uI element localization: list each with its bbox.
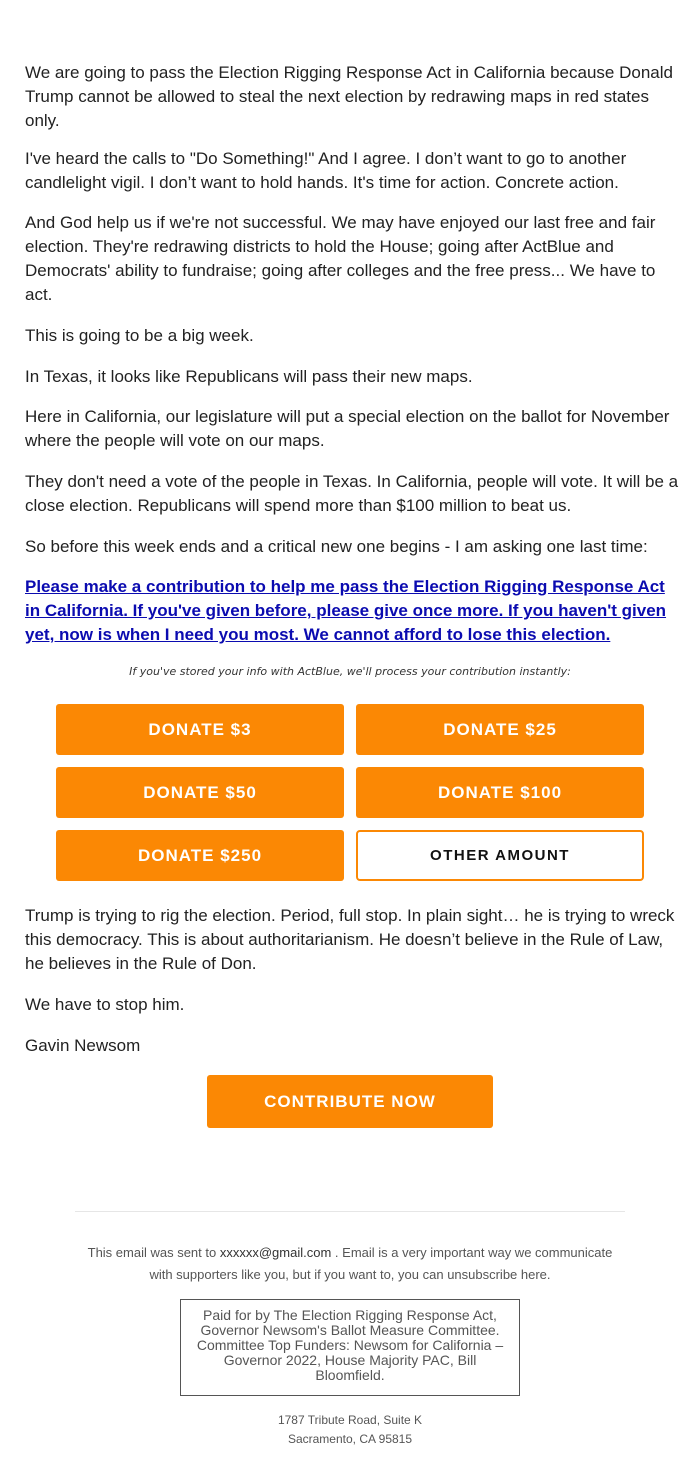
contribution-link[interactable]: Please make a contribution to help me pass the Election Rigging Response Act in California. If you've given before, please give once more. If you haven't given yet, now is when I need you most. We cannot afford to lose this election. <box>25 577 667 644</box>
footer-notice <box>75 1242 625 1286</box>
body-paragraph: We are going to pass the Election Rigging Response Act in California because Donald Trump cannot be allowed to steal the next election by redrawing maps in red states only. <box>25 63 673 130</box>
address-line-2: Sacramento, CA 95815 <box>287 1432 413 1446</box>
paid-for-disclaimer: Paid for by The Election Rigging Response Act, Governor Newsom's Ballot Measure Committee. Committee Top Funders: Newsom for California – Governor 2022, House Majority PAC, Bill Bloomfield. <box>180 1299 520 1396</box>
body-paragraph: So before this week ends and a critical new one begins - I am asking one last time: <box>25 537 648 556</box>
footer-sent-suffix: . Email is a very important way we communicate with supporters like you, but if you want to, you can <box>149 1245 613 1282</box>
actblue-note: If you've stored your info with ActBlue, we'll process your contribution instantly: <box>129 665 571 678</box>
address-line-1: 1787 Tribute Road, Suite K <box>277 1413 423 1427</box>
donate-100-button[interactable]: DONATE $100 <box>356 767 644 818</box>
footer-divider <box>75 1211 625 1212</box>
mailing-address <box>0 1411 700 1449</box>
body-paragraph: This is going to be a big week. <box>25 326 254 345</box>
body-paragraph: I've heard the calls to "Do Something!" And I agree. I don’t want to go to another candlelight vigil. I don’t want to hold hands. It's time for action. Concrete action. <box>25 149 627 192</box>
other-amount-button[interactable]: OTHER AMOUNT <box>356 830 644 881</box>
recipient-email: xxxxxx@gmail.com <box>219 1245 332 1260</box>
donate-50-button[interactable]: DONATE $50 <box>56 767 344 818</box>
body-paragraph: They don't need a vote of the people in Texas. In California, people will vote. It will be a close election. Republicans will spend more than $100 million to beat us. <box>25 472 679 515</box>
donate-25-button[interactable]: DONATE $25 <box>356 704 644 755</box>
body-paragraph: Here in California, our legislature will put a special election on the ballot for November where the people will vote on our maps. <box>25 407 670 450</box>
footer-unsubscribe-end: . <box>546 1267 551 1282</box>
footer-sent-prefix: This email was sent to <box>87 1245 217 1260</box>
body-paragraph: Trump is trying to rig the election. Period, full stop. In plain sight… he is trying to wreck this democracy. This is about authoritarianism. He doesn’t believe in the Rule of Law, he believes in the Rule of Don. <box>25 906 675 973</box>
donate-3-button[interactable]: DONATE $3 <box>56 704 344 755</box>
body-paragraph: And God help us if we're not successful. We may have enjoyed our last free and fair election. They're redrawing districts to hold the House; going after ActBlue and Democrats' ability to fundraise; going after colleges and the free press... We have to act. <box>25 213 656 304</box>
contribute-now-button[interactable]: CONTRIBUTE NOW <box>207 1075 493 1128</box>
signature: Gavin Newsom <box>25 1036 141 1055</box>
donate-250-button[interactable]: DONATE $250 <box>56 830 344 881</box>
unsubscribe-link[interactable]: unsubscribe here <box>447 1267 547 1282</box>
body-paragraph: We have to stop him. <box>25 995 185 1014</box>
body-paragraph: In Texas, it looks like Republicans will pass their new maps. <box>25 367 473 386</box>
